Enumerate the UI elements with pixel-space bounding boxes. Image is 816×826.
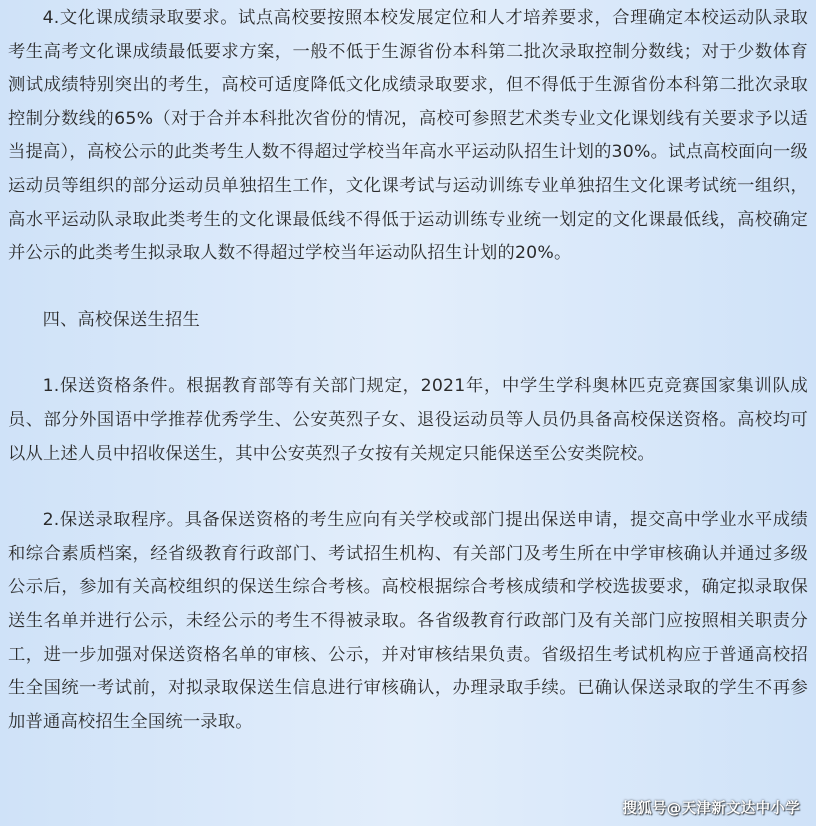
article-body xyxy=(8,2,808,739)
paragraph-recommendation-procedure: 2.保送录取程序。具备保送资格的考生应向有关学校或部门提出保送申请，提交高中学业水平成绩和综合素质档案，经省级教育行政部门、考试招生机构、有关部门及考生所在中学审核确认并通过多级公示后，参加有关高校组织的保送生综合考核。高校根据综合考核成绩和学校选拔要求，确定拟录取保送生名单并进行公示，未经公示的考生不得被录取。各省级教育行政部门及有关部门应按照相关职责分工，进一步加强对保送资格名单的审核、公示，并对审核结果负责。省级招生考试机构应于普通高校招生全国统一考试前，对拟录取保送生信息进行审核确认，办理录取手续。已确认保送录取的学生不再参加普通高校招生全国统一录取。 xyxy=(8,510,808,732)
paragraph-culture-score-requirement: 4.文化课成绩录取要求。试点高校要按照本校发展定位和人才培养要求，合理确定本校运动队录取考生高考文化课成绩最低要求方案，一般不低于生源省份本科第二批次录取控制分数线；对于少数体育测试成绩特别突出的考生，高校可适度降低文化成绩录取要求，但不得低于生源省份本科第二批次录取控制分数线的65%（对于合并本科批次省份的情况，高校可参照艺术类专业文化课划线有关要求予以适当提高），高校公示的此类考生人数不得超过学校当年高水平运动队招生计划的30%。试点高校面向一级运动员等组织的部分运动员单独招生工作，文化课考试与运动训练专业单独招生文化课考试统一组织，高水平运动队录取此类考生的文化课最低线不得低于运动训练专业统一划定的文化课最低线，高校确定并公示的此类考生拟录取人数不得超过学校当年运动队招生计划的20%。 xyxy=(8,8,808,264)
paragraph-spacer xyxy=(8,471,808,504)
section-heading-recommended-admission: 四、高校保送生招生 xyxy=(42,309,200,330)
sohu-watermark: 搜狐号@天津新文达中小学 xyxy=(622,801,800,817)
paragraph-spacer xyxy=(8,271,808,304)
paragraph-spacer xyxy=(8,337,808,370)
paragraph-recommendation-eligibility: 1.保送资格条件。根据教育部等有关部门规定，2021年，中学生学科奥林匹克竞赛国家集训队成员、部分外国语中学推荐优秀学生、公安英烈子女、退役运动员等人员仍具备高校保送资格。高校均可以从上述人员中招收保送生，其中公安英烈子女按有关规定只能保送至公安类院校。 xyxy=(8,376,808,464)
